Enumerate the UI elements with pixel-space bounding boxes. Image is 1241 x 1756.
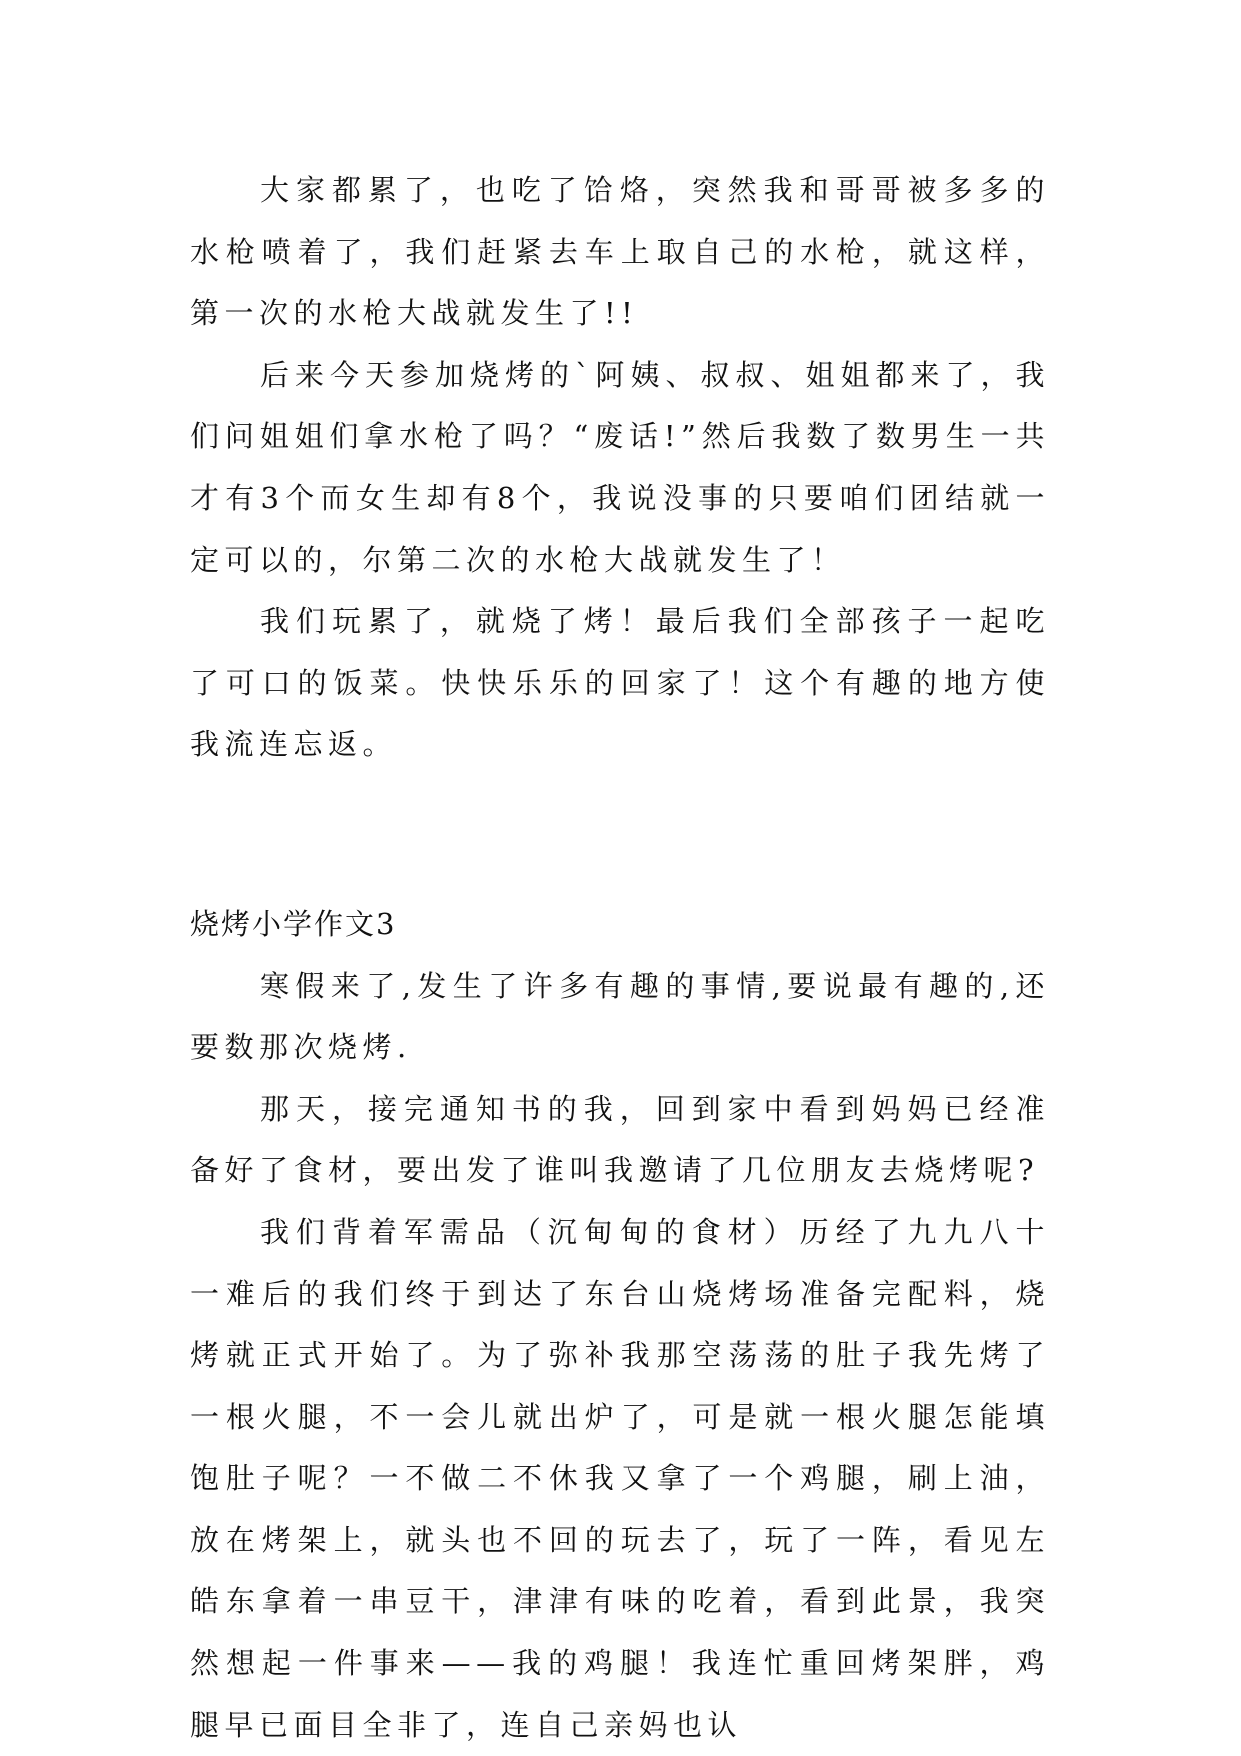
paragraph-ending: 我们玩累了，就烧了烤！最后我们全部孩子一起吃了可口的饭菜。快快乐乐的回家了！这个有趣的地方使我流连忘返。 (190, 604, 1050, 762)
document-body (190, 160, 1050, 1756)
paragraph-preparation: 那天，接完通知书的我，回到家中看到妈妈已经准备好了食材，要出发了谁叫我邀请了几位朋友去烧烤呢? (190, 1091, 1050, 1188)
paragraph-barbecue: 我们背着军需品（沉甸甸的食材）历经了九九八十一难后的我们终于到达了东台山烧烤场准备完配料，烧烤就正式开始了。为了弥补我那空荡荡的肚子我先烤了一根火腿，不一会儿就出炉了，可是就一根火腿怎能填饱肚子呢？一不做二不休我又拿了一个鸡腿，刷上油，放在烤架上，就头也不回的玩去了，玩了一阵，看见左皓东拿着一串豆干，津津有味的吃着，看到此景，我突然想起一件事来——我的鸡腿！我连忙重回烤架胖，鸡腿早已面目全非了，连自己亲妈也认 (190, 1214, 1050, 1742)
essay-title: 烧烤小学作文3 (190, 906, 397, 941)
paragraph-water-gun-first-battle: 大家都累了，也吃了饸烙，突然我和哥哥被多多的水枪喷着了，我们赶紧去车上取自己的水枪，就这样，第一次的水枪大战就发生了!! (190, 173, 1050, 331)
paragraph-water-gun-second-battle: 后来今天参加烧烤的`阿姨、叔叔、姐姐都来了，我们问姐姐们拿水枪了吗？“废话!”然后我数了数男生一共才有3个而女生却有8个，我说没事的只要咱们团结就一定可以的，尔第二次的水枪大战就发生了！ (190, 357, 1050, 577)
paragraph-winter-vacation: 寒假来了,发生了许多有趣的事情,要说最有趣的,还要数那次烧烤. (190, 968, 1050, 1065)
